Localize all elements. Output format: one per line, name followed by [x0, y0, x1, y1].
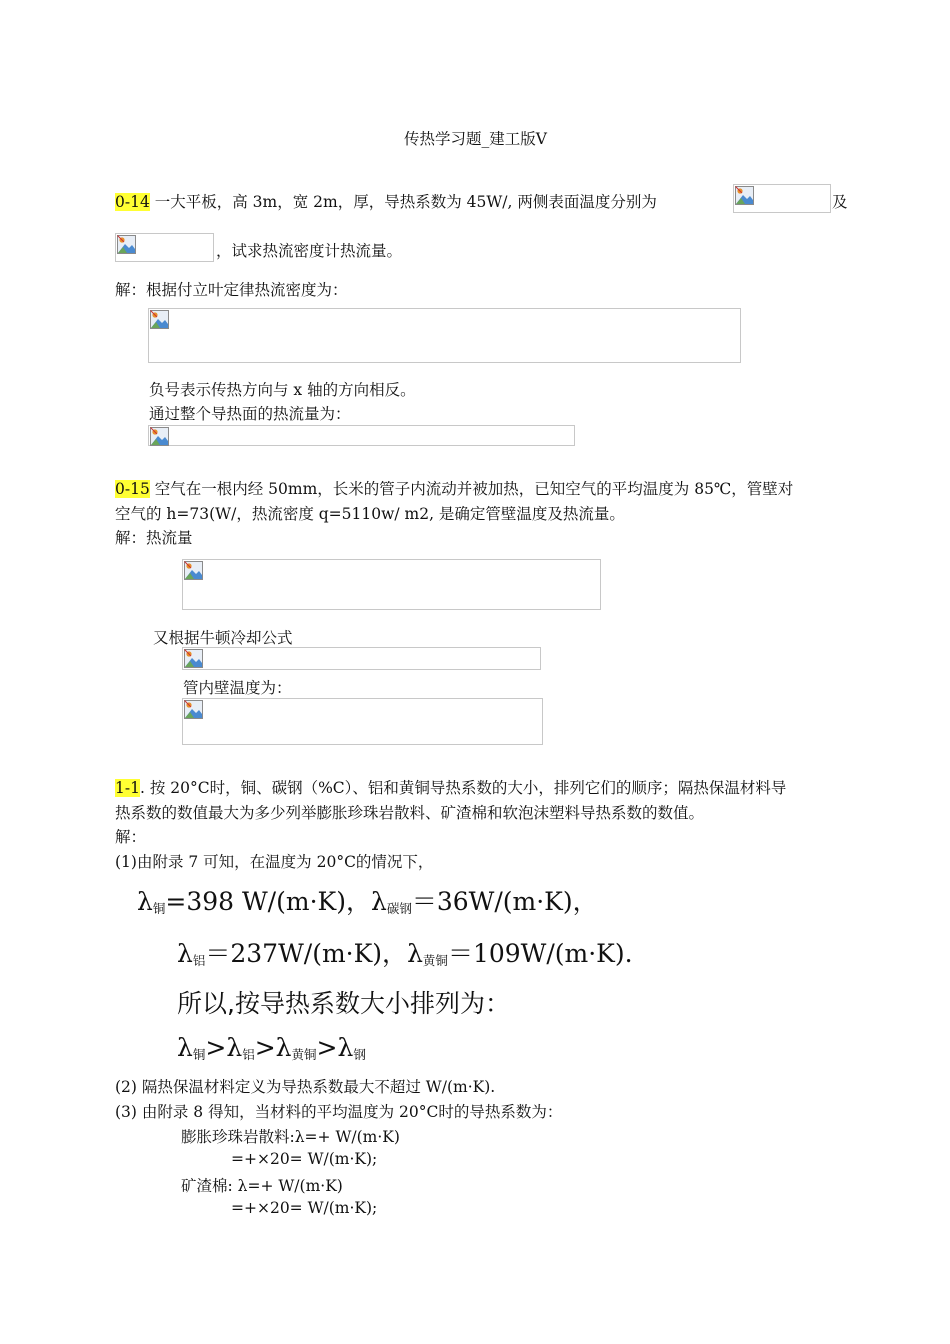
solution-step-1: (1)由附录 7 可知，在温度为 20°C的情况下， — [115, 853, 434, 871]
solution-sign-note: 负号表示传热方向与 x 轴的方向相反。 — [149, 381, 416, 399]
value-brass: ＝109W/(m·K). — [447, 939, 633, 968]
ordering-result — [177, 1033, 366, 1063]
problem-text: 一大平板，高 3m，宽 2m，厚，导热系数为 45W/, 两侧表面温度分别为 — [149, 193, 657, 211]
problem-0-14-line-1 — [115, 190, 657, 212]
problem-1-1-line-2: 热系数的数值最大为多少列举膨胀珍珠岩散料、矿渣棉和软泡沫塑料导热系数的数值。 — [115, 804, 705, 822]
subscript-steel: 钢 — [353, 1047, 366, 1062]
problem-1-1-line-1 — [115, 776, 786, 798]
solution-heat-rate: 通过整个导热面的热流量为： — [149, 405, 351, 423]
formula-image-temp-2 — [115, 233, 214, 262]
solution-newton-cooling: 又根据牛顿冷却公式 — [153, 629, 293, 647]
problem-text: 空气在一根内经 50mm，长米的管子内流动并被加热，已知空气的平均温度为 85℃，管壁对 — [149, 480, 794, 498]
subscript-brass: 黄铜 — [291, 1047, 317, 1062]
subscript-copper: 铜 — [152, 901, 166, 916]
document-title: 传热学习题_建工版Ⅴ — [404, 130, 547, 148]
lambda-symbol: λ — [177, 1033, 193, 1062]
broken-image-icon — [184, 649, 203, 668]
problem-0-15-line-2: 空气的 h=73(W/，热流密度 q=5110w/ m2, 是确定管壁温度及热流量。 — [115, 505, 625, 523]
slag-wool-formula: 矿渣棉: λ=+ W/(m·K) — [181, 1177, 343, 1195]
solution-step-2: (2) 隔热保温材料定义为导热系数最大不超过 W/(m·K). — [115, 1078, 496, 1096]
broken-image-icon — [117, 235, 136, 254]
lambda-symbol: λ — [407, 939, 423, 968]
subscript-aluminum: 铝 — [192, 953, 206, 968]
greater-than: > — [205, 1033, 227, 1062]
solution-step-3: (3) 由附录 8 得知，当材料的平均温度为 20°C时的导热系数为： — [115, 1103, 563, 1121]
solution-heat-flux: 解：根据付立叶定律热流密度为： — [115, 281, 348, 299]
equation-aluminum-brass — [177, 934, 633, 970]
equation-copper-carbon-steel — [137, 882, 598, 918]
pearlite-formula: 膨胀珍珠岩散料:λ=+ W/(m·K) — [181, 1128, 400, 1146]
greater-than: > — [316, 1033, 338, 1062]
problem-text-ask: ，试求热流密度计热流量。 — [216, 242, 403, 260]
formula-image-heat-rate — [148, 425, 575, 446]
lambda-symbol: λ — [137, 887, 153, 916]
solution-label: 解： — [115, 828, 147, 846]
formula-image-heat-rate-pipe — [182, 559, 601, 610]
greater-than: > — [254, 1033, 276, 1062]
problem-text: . 按 20°C时，铜、碳钢（%C）、铝和黄铜导热系数的大小，排列它们的顺序；隔热保温材料导 — [139, 779, 787, 797]
lambda-symbol: λ — [337, 1033, 354, 1062]
subscript-brass: 黄铜 — [422, 953, 448, 968]
formula-image-temp-1 — [733, 184, 831, 213]
problem-0-15-line-1 — [115, 477, 793, 499]
broken-image-icon — [150, 427, 169, 446]
broken-image-icon — [184, 561, 203, 580]
ordering-heading: 所以,按导热系数大小排列为： — [177, 989, 510, 1018]
formula-image-heat-flux — [148, 308, 741, 363]
problem-text-and: 及 — [832, 193, 848, 211]
problem-number: 0-14 — [115, 193, 150, 211]
solution-heat-rate-label: 解：热流量 — [115, 529, 193, 547]
slag-wool-result: =+×20= W/(m·K); — [231, 1199, 378, 1217]
lambda-symbol: λ — [177, 939, 193, 968]
broken-image-icon — [735, 186, 754, 205]
problem-number: 0-15 — [115, 480, 150, 498]
broken-image-icon — [150, 310, 169, 329]
lambda-symbol: λ — [226, 1033, 243, 1062]
formula-image-wall-temp — [182, 698, 543, 745]
subscript-copper: 铜 — [192, 1047, 206, 1062]
formula-image-newton — [182, 647, 541, 670]
solution-wall-temp: 管内壁温度为： — [183, 679, 292, 697]
value-aluminum: ＝237W/(m·K)， — [205, 939, 408, 968]
pearlite-result: =+×20= W/(m·K); — [231, 1150, 378, 1168]
subscript-carbon-steel: 碳钢 — [386, 901, 412, 916]
value-copper: =398 W/(m·K)， — [165, 887, 371, 916]
problem-number: 1-1 — [115, 779, 140, 797]
value-carbon-steel: ＝36W/(m·K)， — [411, 887, 598, 916]
subscript-aluminum: 铝 — [242, 1047, 255, 1062]
broken-image-icon — [184, 700, 203, 719]
lambda-symbol: λ — [370, 887, 387, 916]
lambda-symbol: λ — [275, 1033, 292, 1062]
